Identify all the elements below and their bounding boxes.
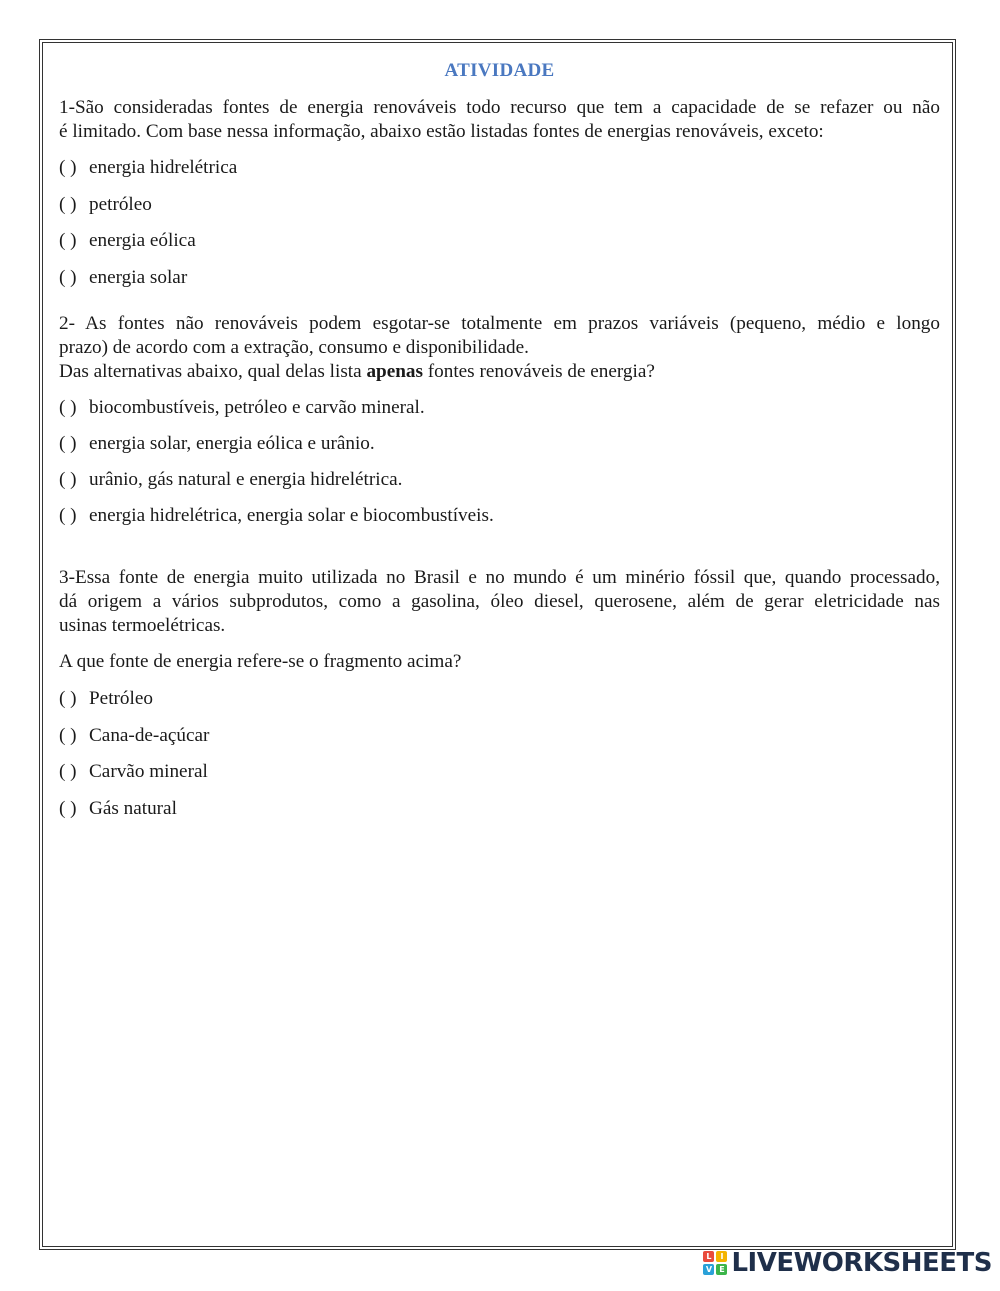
logo-mark-tile: I (716, 1251, 727, 1262)
option-label: energia solar, energia eólica e urânio. (89, 433, 375, 455)
logo-mark-tile: V (703, 1264, 714, 1275)
question-1-option-4[interactable] (59, 266, 940, 290)
question-2-option-2[interactable] (59, 432, 940, 456)
page-title: ATIVIDADE (444, 60, 555, 81)
option-label: energia hidrelétrica (89, 157, 238, 178)
question-2 (59, 312, 940, 528)
option-label: Gás natural (89, 797, 177, 819)
question-1-option-2[interactable] (59, 193, 940, 217)
answer-blank[interactable]: ( ) (59, 797, 77, 819)
option-label: Petróleo (89, 688, 153, 710)
question-2-option-3[interactable] (59, 468, 940, 492)
option-label: Carvão mineral (89, 761, 208, 783)
answer-blank[interactable]: ( ) (59, 688, 77, 710)
question-1-line-1: 1-São consideradas fontes de energia renováveis todo recurso que tem a capacidade de se refazer ou não (59, 97, 940, 118)
answer-blank[interactable]: ( ) (59, 724, 77, 746)
answer-blank[interactable]: ( ) (59, 469, 77, 491)
question-3-line-3: usinas termoelétricas. (59, 615, 226, 637)
question-2-text (59, 312, 940, 384)
question-3-line-1: 3-Essa fonte de energia muito utilizada no Brasil e no mundo é um minério fóssil que, quando processado, (59, 567, 940, 589)
question-3-option-1[interactable] (59, 687, 940, 711)
option-label: energia solar (89, 267, 188, 289)
question-1-option-3[interactable] (59, 229, 940, 253)
question-2-prompt-suffix: fontes renováveis de energia? (422, 361, 655, 383)
question-3 (59, 566, 940, 821)
question-2-line-2: prazo) de acordo com a extração, consumo e disponibilidade. (59, 337, 529, 359)
logo-text: LIVEWORKSHEETS (731, 1248, 992, 1278)
logo-mark-icon (703, 1251, 727, 1275)
option-label: energia eólica (89, 230, 196, 252)
question-1-option-1[interactable] (59, 156, 940, 180)
question-2-option-4[interactable] (59, 504, 940, 528)
question-1-options (59, 156, 940, 290)
answer-blank[interactable]: ( ) (59, 761, 77, 783)
logo-mark-tile: E (716, 1264, 727, 1275)
question-1 (59, 96, 940, 290)
answer-blank[interactable]: ( ) (59, 157, 77, 178)
answer-blank[interactable]: ( ) (59, 193, 77, 215)
option-label: biocombustíveis, petróleo e carvão mineral. (89, 397, 425, 419)
question-3-prompt: A que fonte de energia refere-se o fragmento acima? (59, 651, 462, 673)
option-label: petróleo (89, 193, 152, 215)
answer-blank[interactable]: ( ) (59, 267, 77, 289)
question-1-text (59, 96, 940, 144)
answer-blank[interactable]: ( ) (59, 505, 77, 527)
question-2-prompt-prefix: Das alternativas abaixo, qual delas lista (59, 361, 367, 383)
question-1-line-2: é limitado. Com base nessa informação, abaixo estão listadas fontes de energias renováveis, exceto: (59, 121, 824, 142)
option-label: Cana-de-açúcar (89, 724, 210, 746)
answer-blank[interactable]: ( ) (59, 433, 77, 455)
question-3-option-2[interactable] (59, 724, 940, 748)
question-2-prompt-emphasis: apenas (366, 361, 423, 383)
liveworksheets-logo (703, 1249, 992, 1277)
question-3-line-2: dá origem a vários subprodutos, como a gasolina, óleo diesel, querosene, além de gerar eletricidade nas (59, 591, 940, 613)
answer-blank[interactable]: ( ) (59, 230, 77, 252)
logo-mark-tile: L (703, 1251, 714, 1262)
question-2-option-1[interactable] (59, 396, 940, 420)
question-3-options (59, 687, 940, 821)
worksheet-content (59, 58, 940, 833)
option-label: energia hidrelétrica, energia solar e biocombustíveis. (89, 505, 494, 527)
question-3-option-4[interactable] (59, 797, 940, 821)
question-2-prompt (59, 360, 940, 384)
question-2-options (59, 396, 940, 528)
question-3-option-3[interactable] (59, 760, 940, 784)
answer-blank[interactable]: ( ) (59, 397, 77, 419)
question-3-text (59, 566, 940, 638)
option-label: urânio, gás natural e energia hidrelétrica. (89, 469, 403, 491)
question-2-line-1: 2- As fontes não renováveis podem esgotar-se totalmente em prazos variáveis (pequeno, médio e longo (59, 313, 940, 335)
